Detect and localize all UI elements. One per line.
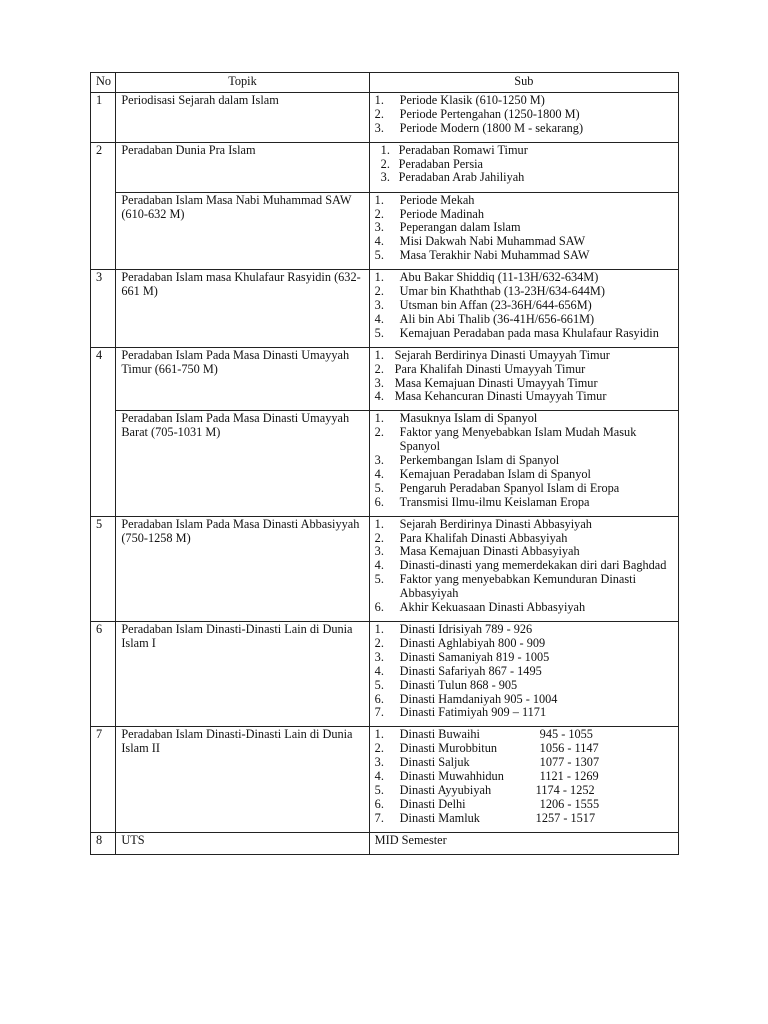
- list-item: 4. Kemajuan Peradaban Islam di Spanyol: [374, 466, 591, 481]
- row-topik: Peradaban Islam masa Khulafaur Rasyidin (632-661 M): [116, 270, 369, 348]
- list-item: 7. Dinasti Fatimiyah 909 – 1171: [374, 705, 547, 720]
- list-item: 4. Ali bin Abi Thalib (36-41H/656-661M): [374, 311, 595, 326]
- row-topik: Peradaban Islam Dinasti-Dinasti Lain di Dunia Islam II: [116, 727, 369, 832]
- row-sub: MID Semester: [369, 832, 678, 854]
- table-row: [91, 516, 679, 621]
- list-item: 5. Kemajuan Peradaban pada masa Khulafaur Rasyidin: [374, 325, 659, 340]
- row-topik: Peradaban Islam Dinasti-Dinasti Lain di Dunia Islam I: [116, 622, 369, 727]
- row-topik: Peradaban Dunia Pra Islam: [116, 142, 369, 192]
- list-item: 2. Dinasti Murobbitun 1056 - 1147: [374, 741, 599, 756]
- list-item: 5. Pengaruh Peradaban Spanyol Islam di Eropa: [374, 480, 620, 495]
- list-item: 1. Sejarah Berdirinya Dinasti Umayyah Timur: [374, 347, 610, 362]
- table-row: [91, 727, 679, 832]
- list-item: 3. Masa Kemajuan Dinasti Umayyah Timur: [374, 375, 598, 390]
- row-sub: [369, 411, 678, 516]
- list-item: 1. Dinasti Idrisiyah 789 - 926: [374, 622, 533, 636]
- list-item: 4. Dinasti Safariyah 867 - 1495: [374, 663, 542, 678]
- list-item: 3. Utsman bin Affan (23-36H/644-656M): [374, 297, 592, 312]
- row-sub: [369, 727, 678, 832]
- header-topik: Topik: [116, 73, 369, 93]
- list-item: 2. Faktor yang Menyebabkan Islam Mudah Masuk Spanyol: [374, 425, 637, 454]
- list-item: 2. Umar bin Khaththab (13-23H/634-644M): [374, 284, 605, 299]
- row-topik: Peradaban Islam Masa Nabi Muhammad SAW (610-632 M): [116, 192, 369, 270]
- list-item: 4. Dinasti Muwahhidun 1121 - 1269: [374, 769, 599, 784]
- row-no: 8: [91, 832, 116, 854]
- row-no: 6: [91, 622, 116, 727]
- row-sub: [369, 347, 678, 411]
- row-topik: UTS: [116, 832, 369, 854]
- sub-list: [375, 144, 673, 186]
- sub-list: [375, 728, 673, 825]
- list-item: 4. Misi Dakwah Nabi Muhammad SAW: [374, 234, 586, 249]
- list-item: 1. Periode Mekah: [374, 192, 475, 207]
- header-sub: Sub: [369, 73, 678, 93]
- row-no: 4: [91, 347, 116, 516]
- sub-list: [375, 94, 673, 136]
- list-item: 3. Perkembangan Islam di Spanyol: [374, 453, 560, 468]
- list-item: 3. Dinasti Samaniyah 819 - 1005: [374, 649, 550, 664]
- list-item: 3. Periode Modern (1800 M - sekarang): [374, 120, 584, 135]
- row-sub: [369, 270, 678, 348]
- table-header-row: [91, 73, 679, 93]
- row-topik: Peradaban Islam Pada Masa Dinasti Abbasiyyah (750-1258 M): [116, 516, 369, 621]
- list-item: 2. Periode Pertengahan (1250-1800 M): [374, 106, 580, 121]
- list-item: 5. Dinasti Ayyubiyah 1174 - 1252: [374, 782, 595, 797]
- list-item: 3. Masa Kemajuan Dinasti Abbasyiyah: [374, 544, 580, 559]
- syllabus-table: [90, 72, 679, 855]
- list-item: 1. Masuknya Islam di Spanyol: [374, 411, 538, 426]
- table-row: [91, 142, 679, 192]
- list-item: 5. Dinasti Tulun 868 - 905: [374, 677, 518, 692]
- sub-list: [375, 194, 673, 264]
- list-item: 6. Akhir Kekuasaan Dinasti Abbasyiyah: [374, 600, 586, 615]
- list-item: 6. Dinasti Hamdaniyah 905 - 1004: [374, 691, 558, 706]
- sub-list: [375, 412, 673, 509]
- table-row: [91, 192, 679, 270]
- row-sub: [369, 142, 678, 192]
- list-item: 1. Abu Bakar Shiddiq (11-13H/632-634M): [374, 270, 599, 285]
- list-item: 6. Transmisi Ilmu-ilmu Keislaman Eropa: [374, 494, 590, 509]
- list-item: 7. Dinasti Mamluk 1257 - 1517: [374, 810, 596, 825]
- table-row: [91, 411, 679, 516]
- row-no: 2: [91, 142, 116, 270]
- sub-list: [375, 518, 673, 615]
- row-topik: Peradaban Islam Pada Masa Dinasti Umayyah Barat (705-1031 M): [116, 411, 369, 516]
- row-no: 5: [91, 516, 116, 621]
- list-item: 2. Peradaban Persia: [380, 156, 484, 171]
- list-item: 1. Peradaban Romawi Timur: [380, 142, 528, 157]
- row-sub: [369, 622, 678, 727]
- row-sub: [369, 92, 678, 142]
- table-row: [91, 270, 679, 348]
- list-item: 2. Periode Madinah: [374, 206, 485, 221]
- list-item: 2. Dinasti Aghlabiyah 800 - 909: [374, 635, 546, 650]
- row-sub: [369, 192, 678, 270]
- list-item: 3. Peperangan dalam Islam: [374, 220, 521, 235]
- row-sub: [369, 516, 678, 621]
- table-row: [91, 347, 679, 411]
- list-item: 3. Dinasti Saljuk 1077 - 1307: [374, 755, 600, 770]
- table-row: [91, 622, 679, 727]
- row-topik: Peradaban Islam Pada Masa Dinasti Umayyah Timur (661-750 M): [116, 347, 369, 411]
- row-topik: Periodisasi Sejarah dalam Islam: [116, 92, 369, 142]
- list-item: 4. Masa Kehancuran Dinasti Umayyah Timur: [374, 389, 607, 404]
- list-item: 5. Faktor yang menyebabkan Kemunduran Dinasti Abbasyiyah: [374, 572, 636, 601]
- list-item: 1. Periode Klasik (610-1250 M): [374, 92, 545, 107]
- table-row: [91, 92, 679, 142]
- row-no: 7: [91, 727, 116, 832]
- list-item: 4. Dinasti-dinasti yang memerdekakan diri dari Baghdad: [374, 558, 667, 573]
- list-item: 1. Sejarah Berdirinya Dinasti Abbasyiyah: [374, 516, 592, 531]
- list-item: 3. Peradaban Arab Jahiliyah: [380, 170, 525, 185]
- header-no: No: [91, 73, 116, 93]
- sub-list: [375, 623, 673, 720]
- list-item: 5. Masa Terakhir Nabi Muhammad SAW: [374, 248, 590, 263]
- table-row: [91, 832, 679, 854]
- row-no: 3: [91, 270, 116, 348]
- sub-list: [375, 271, 673, 341]
- list-item: 2. Para Khalifah Dinasti Abbasyiyah: [374, 530, 568, 545]
- list-item: 2. Para Khalifah Dinasti Umayyah Timur: [374, 361, 586, 376]
- sub-list: [375, 349, 673, 405]
- list-item: 6. Dinasti Delhi 1206 - 1555: [374, 796, 600, 811]
- list-item: 1. Dinasti Buwaihi 945 - 1055: [374, 727, 593, 742]
- row-no: 1: [91, 92, 116, 142]
